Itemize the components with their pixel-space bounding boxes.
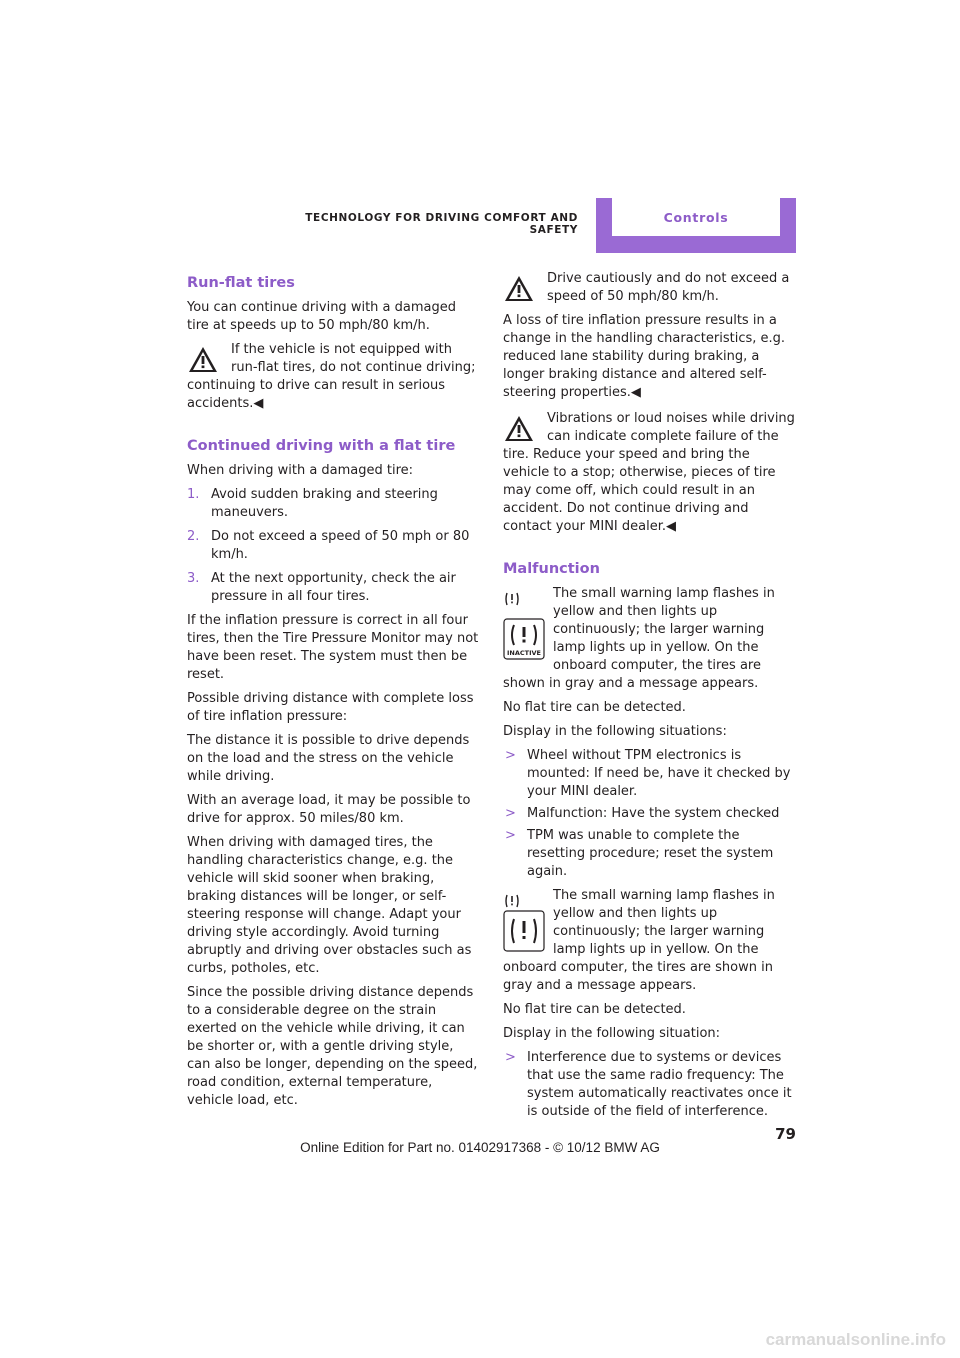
- warning-note: [503, 410, 795, 542]
- step-text: Do not exceed a speed of 50 mph or 80 km/h.: [211, 529, 470, 562]
- lamp-note: [503, 585, 795, 699]
- paragraph-average-load: With an average load, it may be possible to drive for approx. 50 miles/80 km.: [187, 793, 471, 826]
- list-item: [187, 570, 479, 606]
- list-item: [503, 1049, 795, 1121]
- chapter-tab: [596, 198, 796, 253]
- lamp-text: The small warning lamp flashes in yellow and then lights up continuously; the larger warning lamp lights up in yellow. On the onboard computer, the tires are shown in gray and a message appears.: [503, 586, 775, 691]
- watermark: carmanualsonline.info: [765, 1330, 946, 1349]
- heading-malfunction: Malfunction: [503, 561, 600, 577]
- paragraph-display-situation: Display in the following situation:: [503, 1026, 721, 1041]
- warning-note: [187, 341, 479, 419]
- step-text: At the next opportunity, check the air pressure in all four tires.: [211, 571, 456, 604]
- left-column: [187, 270, 479, 1116]
- paragraph-possible-distance: Possible driving distance with complete loss of tire inflation pressure:: [187, 691, 474, 724]
- warning-note: [503, 270, 795, 312]
- paragraph-handling: When driving with damaged tires, the handling characteristics change, e.g. the vehicle will skid sooner when braking, braking distances will be longer, or self-steering response will change. Adapt your driving style accordingly. Avoid turning abruptly and driving over obstacles such as curbs, potholes, etc.: [187, 835, 472, 976]
- right-column: [503, 270, 795, 1127]
- situation-list: [503, 1049, 795, 1121]
- paragraph-run-flat: You can continue driving with a damaged tire at speeds up to 50 mph/80 km/h.: [187, 300, 456, 333]
- step-number: 1.: [187, 487, 200, 502]
- step-number: 2.: [187, 529, 200, 544]
- steps-list: [187, 486, 479, 606]
- tire-pressure-warning-icon: [503, 891, 545, 953]
- warning-triangle-icon: [503, 274, 535, 303]
- bullet-glyph: >: [505, 748, 516, 763]
- warning-text: Drive cautiously and do not exceed a speed of 50 mph/80 km/h.: [547, 271, 790, 304]
- paragraph-distance-depends: The distance it is possible to drive depends on the load and the stress on the vehicle while driving.: [187, 733, 470, 784]
- heading-continued-driving: Continued driving with a flat tire: [187, 438, 456, 454]
- page-number: 79: [775, 1125, 796, 1143]
- paragraph-display-situations: Display in the following situations:: [503, 724, 727, 739]
- edition-footer: Online Edition for Part no. 01402917368 - © 10/12 BMW AG: [300, 1140, 660, 1155]
- list-item: [503, 805, 795, 823]
- bullet-glyph: >: [505, 1050, 516, 1065]
- warning-triangle-icon: [187, 345, 219, 374]
- list-item: [187, 528, 479, 564]
- chapter-tab-label: Controls: [612, 198, 780, 236]
- bullet-text: Malfunction: Have the system checked: [527, 806, 780, 821]
- lamp-text: The small warning lamp flashes in yellow and then lights up continuously; the larger warning lamp lights up in yellow. On the onboard computer, the tires are shown in gray and a message appears.: [503, 888, 775, 993]
- tire-pressure-inactive-icon: [503, 589, 545, 661]
- heading-run-flat-tires: Run-flat tires: [187, 275, 295, 291]
- lamp-note: [503, 887, 795, 1001]
- bullet-text: Wheel without TPM electronics is mounted: If need be, have it checked by your MINI dealer.: [527, 748, 791, 799]
- paragraph-pressure-loss: A loss of tire inflation pressure results in a change in the handling characteristics, e.g. reduced lane stability during braking, a longer braking distance and altered self-steering properties.◀: [503, 313, 786, 400]
- list-item: [503, 747, 795, 801]
- list-item: [503, 827, 795, 881]
- bullet-glyph: >: [505, 828, 516, 843]
- paragraph-no-flat-1: No flat tire can be detected.: [503, 700, 686, 715]
- bullet-text: TPM was unable to complete the resetting procedure; reset the system again.: [527, 828, 774, 879]
- step-text: Avoid sudden braking and steering maneuvers.: [211, 487, 438, 520]
- paragraph-no-flat-2: No flat tire can be detected.: [503, 1002, 686, 1017]
- section-title: TECHNOLOGY FOR DRIVING COMFORT AND SAFETY: [305, 212, 578, 236]
- situations-list: [503, 747, 795, 881]
- bullet-glyph: >: [505, 806, 516, 821]
- warning-triangle-icon: [503, 414, 535, 443]
- paragraph-when-driving: When driving with a damaged tire:: [187, 463, 414, 478]
- inactive-label: INACTIVE: [507, 649, 541, 657]
- step-number: 3.: [187, 571, 200, 586]
- warning-text: Vibrations or loud noises while driving can indicate complete failure of the tire. Reduce your speed and bring the vehicle to a stop; otherwise, pieces of tire may come off, which could result in an accident. Do not continue driving and contact your MINI dealer.◀: [503, 411, 795, 534]
- step3-note: If the inflation pressure is correct in all four tires, then the Tire Pressure Monitor may not have been reset. The system must then be reset.: [187, 613, 479, 682]
- list-item: [187, 486, 479, 522]
- bullet-text: Interference due to systems or devices that use the same radio frequency: The system automatically reactivates once it is outside of the field of interference.: [527, 1050, 792, 1119]
- paragraph-since: Since the possible driving distance depends to a considerable degree on the strain exerted on the vehicle while driving, it can be shorter or, with a gentle driving style, can also be longer, depending on the speed, road condition, external temperature, vehicle load, etc.: [187, 985, 478, 1108]
- warning-text: If the vehicle is not equipped with run-flat tires, do not continue driving; continuing to drive can result in serious accidents.◀: [187, 342, 476, 411]
